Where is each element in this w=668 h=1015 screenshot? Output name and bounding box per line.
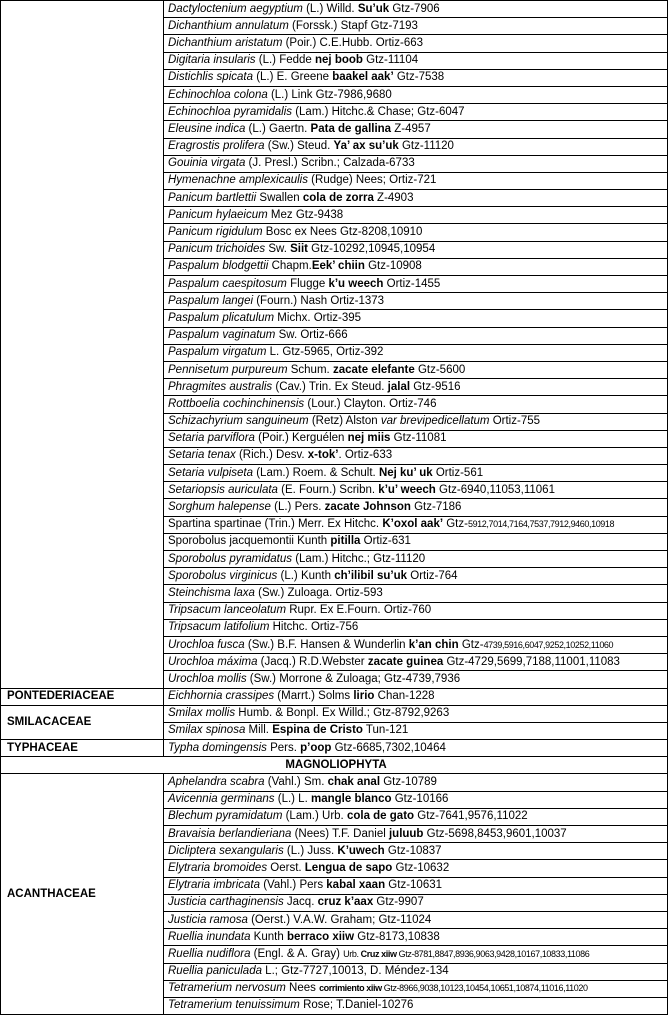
species-cell: [164, 740, 668, 757]
voucher-text: Gtz-9907: [373, 896, 424, 909]
species-name: Eichhornia crassipes: [168, 690, 275, 703]
species-cell: [164, 688, 668, 705]
species-cell: [164, 35, 668, 52]
division-heading: MAGNOLIOPHYTA: [1, 757, 668, 774]
species-cell: [164, 774, 668, 791]
author-text: Flugge: [286, 277, 329, 290]
species-name: Aphelandra scabra: [168, 776, 265, 789]
author-text: Rupr. Ex E.Fourn. Ortiz-760: [286, 604, 432, 617]
author-text: Nees: [285, 982, 320, 995]
species-cell: [164, 379, 668, 396]
author-text: Pers.: [266, 741, 301, 754]
common-name: chak anal: [327, 776, 381, 789]
author-text: L.; Gtz-7727,10013, D. Méndez-134: [261, 965, 449, 978]
common-name: baakel aak’: [332, 71, 394, 84]
voucher-text: Gtz-5600: [414, 363, 466, 376]
species-cell: [164, 499, 668, 516]
voucher-text: Gtz-10789: [380, 776, 437, 789]
author-text: (L.) Kunth: [277, 569, 335, 582]
species-cell: [164, 671, 668, 688]
author-text: (Sw.) Steud.: [264, 140, 334, 153]
species-cell: [164, 86, 668, 103]
species-name: Eragrostis prolifera: [168, 140, 265, 153]
species-name: Sporobolus jacquemontii: [168, 535, 294, 548]
author-text: (Rich.) Desv.: [235, 449, 308, 462]
common-name: Nej ku’ uk: [378, 466, 433, 479]
species-name: Justicia ramosa: [168, 913, 248, 926]
species-name: Rottboelia cochinchinensis: [168, 397, 305, 410]
common-name: k’u’ weech: [378, 483, 436, 496]
common-name: Cruz xiiw: [360, 948, 397, 959]
species-name: Digitaria insularis: [168, 54, 256, 67]
species-name: Paspalum caespitosum: [168, 277, 287, 290]
common-name: Pata de gallina: [310, 122, 392, 135]
species-name: Blechum pyramidatum: [168, 810, 283, 823]
author-text: (L.) Fedde: [255, 54, 316, 67]
voucher-numbers: Gtz-8966,9038,10123,10454,10651,10874,11016,11020: [381, 983, 588, 994]
common-name: cruz k’aax: [317, 896, 374, 909]
voucher-text: Gtz-10631: [385, 879, 443, 892]
table-row: [1, 688, 668, 705]
common-name: zacate guinea: [367, 655, 444, 668]
author-text: (Marrt.) Solms: [274, 690, 354, 703]
author-text: (Lour.) Clayton. Ortiz-746: [304, 397, 437, 410]
common-name: zacate Johnson: [324, 501, 411, 514]
common-name: berraco xiiw: [286, 930, 355, 943]
author-text: Rose; T.Daniel-10276: [299, 999, 414, 1012]
author-text: (Lam.) Hitchc.& Chase; Gtz-6047: [292, 105, 465, 118]
voucher-text: Ortiz-561: [432, 466, 484, 479]
species-name: Urochloa máxima: [168, 655, 258, 668]
author-text: Chapm.: [268, 260, 312, 273]
table-row: [1, 774, 668, 791]
species-name: Phragmites australis: [168, 380, 273, 393]
species-cell: [164, 396, 668, 413]
species-cell: [164, 1, 668, 18]
common-name: nej boob: [315, 54, 363, 67]
table-row: [1, 1, 668, 18]
species-name: Smilax spinosa: [168, 724, 246, 737]
species-cell: [164, 104, 668, 121]
species-cell: [164, 155, 668, 172]
voucher-numbers: 4739,5916,6047,9252,10252,11060: [483, 639, 614, 650]
species-name: Avicennia germinans: [168, 793, 275, 806]
voucher-text: Gtz-: [458, 638, 484, 651]
species-name: Setaria parviflora: [168, 432, 255, 445]
voucher-text: . Ortiz-633: [338, 449, 393, 462]
voucher-text: Ortiz-631: [360, 535, 411, 548]
species-name: Sporobolus pyramidatus: [168, 552, 293, 565]
common-name: pitilla: [330, 535, 361, 548]
voucher-text: Z-4903: [373, 191, 414, 204]
species-name: Ruellia nudiflora: [168, 947, 251, 960]
species-cell: [164, 636, 668, 653]
common-name: Espina de Cristo: [272, 724, 363, 737]
species-name: Panicum bartlettii: [168, 191, 257, 204]
species-cell: [164, 413, 668, 430]
species-name: Dicliptera sexangularis: [168, 844, 284, 857]
species-name: Elytraria imbricata: [168, 879, 261, 892]
author-text: Jacq.: [283, 896, 318, 909]
family-name: TYPHACEAE: [1, 740, 164, 757]
species-cell: [164, 207, 668, 224]
author-text: (L.) Gaertn.: [245, 122, 311, 135]
common-name: k’an chin: [408, 638, 459, 651]
species-name: Justicia carthaginensis: [168, 896, 284, 909]
table-row: [1, 740, 668, 757]
common-name: ch’ilibil su’uk: [334, 569, 408, 582]
author-text: (Sw.) B.F. Hansen & Wunderlin: [244, 638, 409, 651]
species-cell: [164, 241, 668, 258]
common-name: juluub: [388, 827, 424, 840]
species-name: Ruellia paniculada: [168, 965, 262, 978]
species-name: Panicum trichoides: [168, 243, 266, 256]
species-name: Echinochloa colona: [168, 88, 268, 101]
species-cell: [164, 138, 668, 155]
species-cell: [164, 568, 668, 585]
voucher-text: Gtz-11104: [362, 54, 419, 67]
species-name: Tetramerium nervosum: [168, 982, 286, 995]
species-cell: [164, 602, 668, 619]
species-cell: [164, 276, 668, 293]
family-cell-empty: [1, 1, 164, 689]
species-cell: [164, 551, 668, 568]
common-name: Siit: [290, 243, 308, 256]
species-cell: [164, 344, 668, 361]
species-name: Bravaisia berlandieriana: [168, 827, 292, 840]
family-name: ACANTHACEAE: [1, 774, 164, 1015]
voucher-text: Ortiz-764: [407, 569, 458, 582]
voucher-text: Chan-1228: [374, 690, 435, 703]
species-cell: [164, 516, 668, 533]
family-name: SMILACACEAE: [1, 705, 164, 739]
voucher-text: Ortiz-1455: [383, 277, 441, 290]
species-cell: [164, 808, 668, 825]
author-text: (Nees) T.F. Daniel: [291, 827, 389, 840]
species-name: Gouinia virgata: [168, 157, 246, 170]
common-name: nej miis: [347, 432, 391, 445]
author-text: (L.) L.: [274, 793, 311, 806]
voucher-text: Gtz-10837: [384, 844, 442, 857]
author-text: Hitchc. Ortiz-756: [269, 621, 359, 634]
voucher-numbers: Gtz-8781,8847,8936,9063,9428,10167,10833,11086: [396, 948, 590, 959]
common-name: jalal: [387, 380, 411, 393]
voucher-text: Ortiz-755: [489, 415, 541, 428]
author-text: Sw. Ortiz-666: [275, 329, 348, 342]
species-name: Panicum rigidulum: [168, 226, 263, 239]
author-text: (Poir.) Kerguélen: [254, 432, 348, 445]
author-text: (Trin.) Merr. Ex Hitchc.: [261, 518, 383, 531]
voucher-text: Gtz-10908: [364, 260, 422, 273]
voucher-text: Gtz-6940,11053,11061: [435, 483, 555, 496]
table-row: [1, 705, 668, 722]
species-name: Schizachyrium sanguineum: [168, 415, 309, 428]
species-cell: [164, 877, 668, 894]
voucher-text: Gtz-7641,9576,11022: [414, 810, 528, 823]
voucher-text: Gtz-10292,10945,10954: [307, 243, 436, 256]
species-cell: [164, 911, 668, 928]
author-text: (Forssk.) Stapf Gtz-7193: [288, 19, 418, 32]
species-cell: [164, 997, 668, 1014]
author-text: Urb.: [343, 948, 361, 959]
species-cell: [164, 52, 668, 69]
species-name: Tripsacum latifolium: [168, 621, 270, 634]
species-cell: [164, 18, 668, 35]
author-text: (E. Fourn.) Scribn.: [277, 483, 379, 496]
voucher-text: Gtz-9516: [410, 380, 461, 393]
species-name: Echinochloa pyramidalis: [168, 105, 293, 118]
voucher-text: Gtz-5698,8453,9601,10037: [423, 827, 567, 840]
common-name: corrimiento xiiw: [319, 983, 382, 994]
species-cell: [164, 963, 668, 980]
species-cell: [164, 172, 668, 189]
species-name: Tetramerium tenuissimum: [168, 999, 300, 1012]
species-cell: [164, 190, 668, 207]
author-text: Kunth: [293, 535, 331, 548]
author-text: Bosc ex Nees Gtz-8208,10910: [262, 226, 423, 239]
author-text: (Lam.) Roem. & Schult.: [253, 466, 379, 479]
species-name: Urochloa mollis: [168, 672, 247, 685]
author-text: (Poir.) C.E.Hubb. Ortiz-663: [282, 36, 424, 49]
voucher-text: Gtz-4729,5699,7188,11001,11083: [443, 655, 620, 668]
author-text: Sw.: [265, 243, 291, 256]
species-name: Dichanthium annulatum: [168, 19, 289, 32]
common-name: lirio: [353, 690, 375, 703]
common-name: K’uwech: [337, 844, 385, 857]
species-cell: [164, 826, 668, 843]
family-name: PONTEDERIACEAE: [1, 688, 164, 705]
voucher-text: Tun-121: [362, 724, 409, 737]
species-cell: [164, 980, 668, 997]
common-name: Eek’ chiin: [311, 260, 365, 273]
voucher-text: Z-4957: [391, 122, 431, 135]
species-name: Smilax mollis: [168, 707, 236, 720]
species-name: Dactyloctenium aegyptium: [168, 2, 303, 15]
species-cell: [164, 585, 668, 602]
author-text: (L.) Juss.: [283, 844, 338, 857]
author-text: (Lam.) Hitchc.; Gtz-11120: [292, 552, 426, 565]
author-text: (Engl. & A. Gray): [250, 947, 344, 960]
voucher-text: Gtz-7186: [410, 501, 462, 514]
species-name: Sorghum halepense: [168, 501, 271, 514]
author-text: Mez Gtz-9438: [267, 208, 344, 221]
species-cell: [164, 791, 668, 808]
species-cell: [164, 430, 668, 447]
author-text: (Sw.) Morrone & Zuloaga; Gtz-4739,7936: [246, 672, 461, 685]
species-cell: [164, 929, 668, 946]
voucher-numbers: 5912,7014,7164,7537,7912,9460,10918: [467, 519, 615, 530]
species-cell: [164, 946, 668, 963]
author-text: (Oerst.) V.A.W. Graham; Gtz-11024: [247, 913, 432, 926]
species-name: Paspalum blodgettii: [168, 260, 269, 273]
species-name: Paspalum vaginatum: [168, 329, 276, 342]
species-name: Hymenachne amplexicaulis: [168, 174, 308, 187]
common-name: K’oxol aak’: [382, 518, 444, 531]
author-text: (L.) Pers.: [270, 501, 325, 514]
author-text: (Retz) Alston: [308, 415, 381, 428]
voucher-text: Gtz-: [443, 518, 468, 531]
common-name: Ya’ ax su’uk: [333, 140, 399, 153]
species-cell: [164, 722, 668, 739]
voucher-text: Gtz-6685,7302,10464: [331, 741, 446, 754]
species-name: Spartina spartinae: [168, 518, 262, 531]
division-row: [1, 757, 668, 774]
author-text: Swallen: [256, 191, 303, 204]
species-cell: [164, 894, 668, 911]
species-cell: [164, 533, 668, 550]
species-cell: [164, 69, 668, 86]
author-text: Mill.: [245, 724, 273, 737]
author-text: (Fourn.) Nash Ortiz-1373: [253, 294, 385, 307]
common-name: zacate elefante: [332, 363, 415, 376]
species-name: Pennisetum purpureum: [168, 363, 288, 376]
common-name: p’oop: [300, 741, 332, 754]
author-text: (L.) Willd.: [302, 2, 358, 15]
common-name: k’u weech: [328, 277, 384, 290]
author-text: (Lam.) Urb.: [282, 810, 347, 823]
species-name: Paspalum langei: [168, 294, 254, 307]
voucher-text: Gtz-7906: [389, 2, 440, 15]
common-name: cola de gato: [346, 810, 415, 823]
voucher-text: Gtz-10632: [392, 861, 450, 874]
author-text: L. Gtz-5965, Ortiz-392: [266, 346, 384, 359]
voucher-text: Gtz-8173,10838: [354, 930, 440, 943]
species-cell: [164, 447, 668, 464]
species-name: Panicum hylaeicum: [168, 208, 268, 221]
species-name: Steinchisma laxa: [168, 586, 255, 599]
species-cell: [164, 860, 668, 877]
author-text: Humb. & Bonpl. Ex Willd.; Gtz-8792,9263: [235, 707, 450, 720]
species-cell: [164, 465, 668, 482]
voucher-text: Gtz-10166: [391, 793, 449, 806]
voucher-text: Gtz-11120: [398, 140, 454, 153]
species-cell: [164, 482, 668, 499]
common-name: mangle blanco: [310, 793, 392, 806]
species-name: Distichlis spicata: [168, 71, 253, 84]
voucher-text: Gtz-7538: [393, 71, 445, 84]
species-name: Eleusine indica: [168, 122, 246, 135]
species-name: Paspalum virgatum: [168, 346, 267, 359]
common-name: kabal xaan: [326, 879, 386, 892]
species-cell: [164, 654, 668, 671]
species-cell: [164, 121, 668, 138]
species-name: Tripsacum lanceolatum: [168, 604, 287, 617]
common-name: x-tok’: [307, 449, 339, 462]
species-cell: [164, 293, 668, 310]
author-text: Michx. Ortiz-395: [274, 311, 362, 324]
species-name: Elytraria bromoides: [168, 861, 268, 874]
author-text: (Vahl.) Sm.: [264, 776, 328, 789]
species-cell: [164, 843, 668, 860]
author-text: (L.) E. Greene: [253, 71, 333, 84]
author-text: Oerst.: [267, 861, 305, 874]
species-cell: [164, 619, 668, 636]
species-cell: [164, 361, 668, 378]
author-text: (L.) Link Gtz-7986,9680: [267, 88, 392, 101]
species-cell: [164, 258, 668, 275]
author-text: (Sw.) Zuloaga. Ortiz-593: [254, 586, 383, 599]
species-cell: [164, 327, 668, 344]
author-text: (Jacq.) R.D.Webster: [257, 655, 368, 668]
species-name: Setaria tenax: [168, 449, 236, 462]
common-name: cola de zorra: [302, 191, 374, 204]
species-cell: [164, 224, 668, 241]
species-name: Paspalum plicatulum: [168, 311, 275, 324]
species-name: Ruellia inundata: [168, 930, 251, 943]
species-name: Setaria vulpiseta: [168, 466, 254, 479]
author-text: (Cav.) Trin. Ex Steud.: [272, 380, 388, 393]
common-name: Su’uk: [357, 2, 390, 15]
species-name: Dichanthium aristatum: [168, 36, 283, 49]
author-text: Schum.: [287, 363, 333, 376]
species-name: Sporobolus virginicus: [168, 569, 278, 582]
author-text: Kunth: [250, 930, 287, 943]
species-name: Setariopsis auriculata: [168, 483, 278, 496]
species-name: Urochloa fusca: [168, 638, 245, 651]
species-cell: [164, 310, 668, 327]
common-name: Lengua de sapo: [304, 861, 393, 874]
variety-name: var brevipedicellatum: [380, 415, 490, 428]
author-text: (Vahl.) Pers: [260, 879, 327, 892]
species-name: Typha domingensis: [168, 741, 267, 754]
voucher-text: Gtz-11081: [390, 432, 447, 445]
species-cell: [164, 705, 668, 722]
author-text: (J. Presl.) Scribn.; Calzada-6733: [245, 157, 415, 170]
author-text: (Rudge) Nees; Ortiz-721: [307, 174, 437, 187]
